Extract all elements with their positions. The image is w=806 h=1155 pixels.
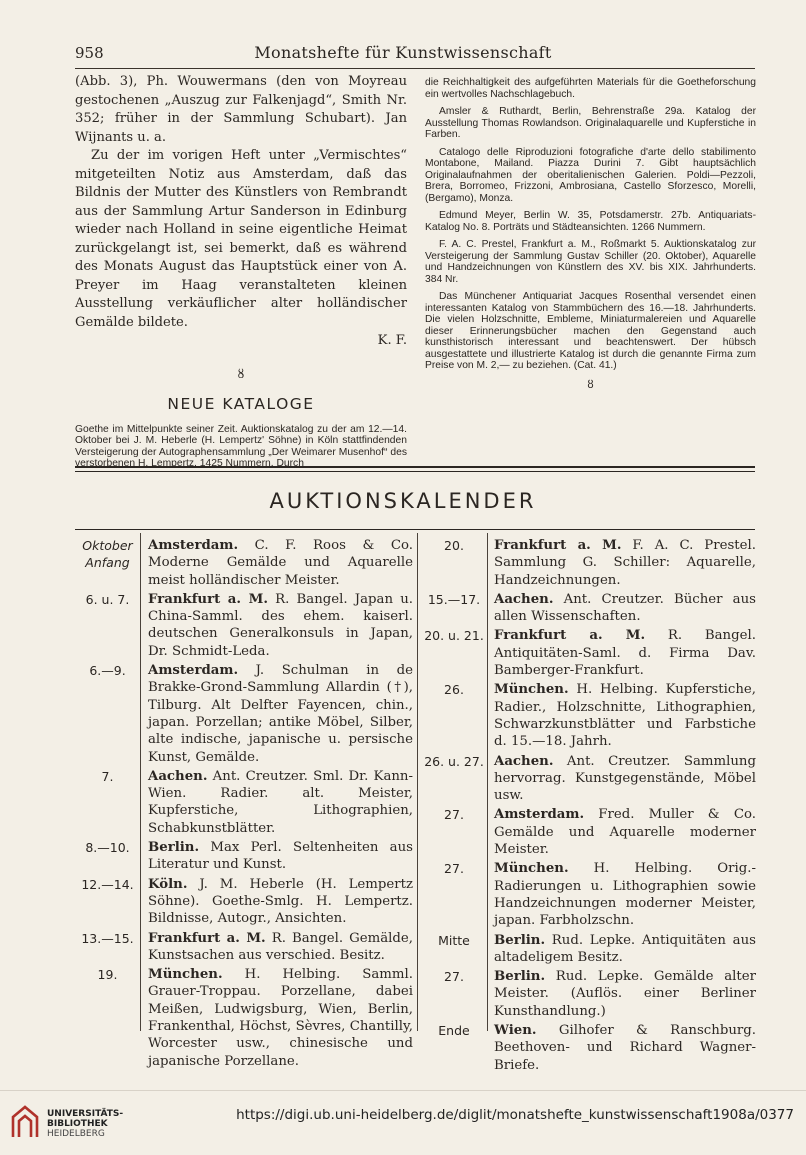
calendar-entry-date: 13.—15.: [81, 930, 134, 946]
calendar-entry-city: München.: [494, 861, 569, 877]
calendar-entry-date: Oktober Anfang: [82, 538, 133, 571]
calendar-entry: [422, 753, 756, 805]
header-rule: [75, 68, 755, 69]
calendar-entry-city: Berlin.: [494, 932, 546, 948]
running-title: Monatshefte für Kunstwissenschaft: [254, 43, 552, 62]
calendar-entry: [75, 966, 413, 1070]
calendar-entry-date: Ende: [438, 1023, 470, 1039]
calendar-entry: [422, 627, 756, 679]
calendar-entry-description: Ant. Creutzer. Bücher aus allen Wissenschaften.: [494, 591, 756, 625]
section-divider-thin: [75, 471, 755, 472]
calendar-entry-city: Frankfurt a. M.: [148, 591, 268, 607]
calendar-entry-city: Aachen.: [494, 753, 554, 769]
calendar-entry-description: H. Helbing. Samml. Grauer-Troppau. Porzellane, dabei Meißen, Ludwigsburg, Wien, Berlin, Frankenthal, Höchst, Sèvres, Chantilly, Worcester usw., chinesische und japanische Porzellane.: [148, 967, 413, 1069]
calendar-entry-date: 26.: [444, 682, 464, 698]
calendar-entry: [422, 968, 756, 1020]
catalog-entry-prestel: F. A. C. Prestel, Frankfurt a. M., Roßmarkt 5. Auktionskatalog zur Versteigerung der Sammlung Gustav Schiller (20. Oktober), Aquarelle und Handzeichnungen von Künstlern des XV. bis XIX. Jahrhunderts. 384 Nr.: [425, 239, 756, 285]
calendar-title: AUKTIONSKALENDER: [269, 489, 537, 513]
calendar-entry-date: 20. u. 21.: [424, 628, 484, 644]
center-column-rule: [417, 533, 418, 1031]
note-author: K. F.: [377, 333, 407, 348]
calendar-entry-city: Berlin.: [148, 840, 200, 856]
calendar-entry-description: Ant. Creutzer. Sammlung hervorrag. Kunstgegenstände, Möbel usw.: [494, 753, 756, 804]
calendar-entry-description: F. A. C. Prestel. Sammlung G. Schiller: Aquarelle, Handzeichnungen.: [494, 538, 756, 588]
catalog-entry-rosenthal: Das Münchener Antiquariat Jacques Rosenthal versendet einen interessanten Katalog von Stammbüchern des 16.—18. Jahrhunderts. Die vielen Holzschnitte, Embleme, Miniaturmalereien und Aquarelle dieser Erinnerungsbücher machen den Gegenstand auch kunsthistorisch interessant und beachtenswert. Der hübsch ausgestattete und illustrierte Katalog ist durch die genannte Firma zum Preise von M. 2,— zu beziehen. (Cat. 41.): [425, 291, 756, 371]
logo-line: BIBLIOTHEK: [47, 1119, 108, 1129]
calendar-entry-text: [140, 768, 413, 837]
calendar-entry-city: Aachen.: [148, 768, 208, 784]
calendar-entry-description: Rud. Lepke. Antiquitäten aus altadeligem Besitz.: [494, 932, 756, 965]
calendar-entry-city: Wien.: [494, 1023, 537, 1039]
calendar-entry: [75, 662, 413, 766]
calendar-entry-text: [486, 627, 756, 679]
calendar-entry-text: [486, 1022, 756, 1074]
calendar-entry-city: Köln.: [148, 876, 188, 892]
calendar-entry-description: H. Helbing. Orig.-Radierungen u. Lithographien sowie Handzeichnungen moderner Meister, japan. Farbholzschn.: [494, 861, 756, 929]
calendar-entry-text: [486, 968, 756, 1020]
calendar-entry-city: Frankfurt a. M.: [494, 628, 646, 644]
note-signature-row: [75, 332, 407, 351]
calendar-entry-description: R. Bangel. Antiquitäten-Saml. d. Firma Dav. Bamberger-Frankfurt.: [494, 628, 756, 679]
calendar-entry-date: 6. u. 7.: [85, 591, 130, 607]
calendar-entry-text: [486, 806, 756, 858]
calendar-entry: [75, 537, 413, 589]
viewer-footer: [0, 1090, 806, 1155]
calendar-entry-date: 19.: [97, 967, 118, 983]
calendar-entry-text: [140, 537, 413, 589]
logo-line: UNIVERSITÄTS-: [47, 1109, 124, 1119]
calendar-entry-text: [140, 591, 413, 660]
calendar-rule: [75, 529, 755, 530]
rembrandt-note-text: Zu der im vorigen Heft unter „Vermischtes“ mitgeteilten Notiz aus Amsterdam, daß das Bildnis der Mutter des Künstlers von Rembrandt aus der Sammlung Artur Sanderson in Edinburg wieder nach Holland in seine eigentliche Heimat zurückgelangt ist, sei bemerkt, daß es während des Monats August das Hauptstück einer von A. Preyer im Haag veranstalteten kleinen Ausstellung verkäuflicher alter holländischer Gemälde bildete.: [75, 148, 407, 330]
calendar-right-list: [422, 537, 756, 1076]
calendar-entry-text: [486, 681, 756, 750]
calendar-entry-description: C. F. Roos & Co. Moderne Gemälde und Aquarelle meist holländischer Meister.: [148, 538, 413, 588]
calendar-entry-date: 6.—9.: [89, 663, 126, 679]
calendar-entry-date: 26. u. 27.: [424, 753, 484, 769]
calendar-entry-text: [486, 932, 756, 967]
calendar-entry-description: Rud. Lepke. Gemälde alter Meister. (Auflös. einer Berliner Kunsthandlung.): [494, 969, 756, 1019]
calendar-entry: [422, 591, 756, 626]
calendar-entry-city: Amsterdam.: [148, 538, 239, 553]
calendar-entry: [422, 681, 756, 750]
calendar-entry-date: 20.: [444, 538, 464, 553]
calendar-entry-date: 27.: [444, 807, 464, 823]
calendar-entry-date: 15.—17.: [427, 591, 481, 607]
paragraph-wouwermans: (Abb. 3), Ph. Wouwermans (den von Moyreau gestochenen „Auszug zur Falkenjagd“, Smith Nr. 352; früher in der Sammlung Schubart). Jan Wijnants u. a.: [75, 74, 407, 145]
calendar-left-list: [75, 537, 413, 1072]
catalog-entry-meyer: Edmund Meyer, Berlin W. 35, Potsdamerstr. 27b. Antiquariats-Katalog No. 8. Porträts und Städteansichten. 1266 Nummern.: [425, 210, 756, 233]
catalog-entry-intro: die Reichhaltigkeit des aufgeführten Materials für die Goetheforschung ein wertvolles Nachschlagebuch.: [425, 77, 756, 100]
section-divider: [75, 466, 755, 468]
calendar-entry-date: 8.—10.: [85, 840, 130, 856]
permalink-url[interactable]: https://digi.ub.uni-heidelberg.de/diglit/monatshefte_kunstwissenschaft1908a/0377: [236, 1107, 794, 1123]
calendar-entry-city: Amsterdam.: [494, 807, 585, 823]
calendar-entry-city: Amsterdam.: [148, 663, 239, 679]
calendar-entry-text: [140, 662, 413, 766]
calendar-entry-date: 27.: [444, 969, 464, 985]
calendar-entry-city: Berlin.: [494, 969, 546, 985]
calendar-entry-city: Aachen.: [494, 591, 554, 607]
calendar-entry-description: J. M. Heberle (H. Lempertz Söhne). Goethe-Smlg. H. Lempertz. Bildnisse, Autogr., Ansichten.: [148, 876, 413, 927]
calendar-entry-city: München.: [148, 967, 223, 983]
calendar-entry: [422, 860, 756, 929]
calendar-entry-description: Ant. Creutzer. Sml. Dr. Kann-Wien. Radier. alt. Meister, Kupferstiche, Lithographien, Schabkunstblätter.: [148, 768, 413, 836]
page-number: 958: [75, 44, 104, 62]
calendar-entry: [75, 591, 413, 660]
calendar-entry-text: [486, 860, 756, 929]
calendar-entry: [422, 932, 756, 967]
section-title-neue-kataloge: NEUE KATALOGE: [167, 395, 315, 413]
catalog-entry-goethe: Goethe im Mittelpunkte seiner Zeit. Auktionskatalog zu der am 12.—14. Oktober bei J. M. Heberle (H. Lempertz' Söhne) in Köln stattfindenden Versteigerung der Autographensammlung „Der Weimarer Musenhof“ des verstorbenen H. Lempertz. 1425 Nummern. Durch: [75, 423, 407, 469]
calendar-entry: [422, 806, 756, 858]
calendar-entry: [75, 930, 413, 965]
calendar-entry-date: 12.—14.: [81, 876, 134, 892]
calendar-entry: [422, 537, 756, 589]
right-column: [425, 77, 756, 391]
calendar-entry-city: Frankfurt a. M.: [148, 930, 266, 946]
calendar-entry-description: Fred. Muller & Co. Gemälde und Aquarelle moderner Meister.: [494, 807, 756, 858]
calendar-entry-text: [486, 753, 756, 805]
calendar-entry-description: J. Schulman in de Brakke-Grond-Sammlung Allardin (†), Tilburg. Alt Delfter Fayencen, chin., japan. Porzellan; antike Möbel, Silber, alte indische, japanische u. persische Kunst, Gemälde.: [148, 663, 413, 765]
calendar-entry-text: [140, 930, 413, 965]
left-column: [75, 73, 407, 470]
library-logo-text: [47, 1109, 123, 1139]
calendar-entry-date: 7.: [101, 768, 114, 784]
calendar-entry-text: [140, 839, 413, 874]
calendar-entry-text: [140, 876, 413, 928]
calendar-entry-city: München.: [494, 682, 569, 698]
catalog-entry-montabone: Catalogo delle Riproduzioni fotografiche d'arte dello stabilimento Montabone, Mailand. Piazza Durini 7. Gibt hauptsächlich Originalaufnahmen der oberitalienischen Galerien. Poldi—Pezzoli, Brera, Borromeo, Frizzoni, Ambrosiana, Castello Sforzesco, Morelli, (Bergamo), Monza.: [425, 146, 756, 204]
calendar-entry-date: Mitte: [438, 932, 470, 948]
calendar-entry: [75, 876, 413, 928]
calendar-entry-city: Frankfurt a. M.: [494, 538, 622, 553]
ornament-glyph: ȣ: [587, 378, 594, 391]
calendar-entry-text: [140, 966, 413, 1070]
calendar-entry-description: Gilhofer & Ranschburg. Beethoven- und Richard Wagner-Briefe.: [494, 1023, 756, 1073]
paragraph-rembrandt-note: [75, 147, 407, 332]
calendar-entry-text: [486, 591, 756, 626]
calendar-entry-date: 27.: [444, 861, 464, 877]
library-logo-icon: [10, 1105, 40, 1139]
catalog-entry-amsler: Amsler & Ruthardt, Berlin, Behrenstraße 29a. Katalog der Ausstellung Thomas Rowlandson. Originalaquarelle und Kupferstiche in Farben.: [425, 106, 756, 140]
calendar-entry: [75, 839, 413, 874]
calendar-entry: [422, 1022, 756, 1074]
calendar-entry: [75, 768, 413, 837]
calendar-entry-text: [486, 537, 756, 589]
ornament-glyph: ȣ: [237, 366, 245, 381]
calendar-entry-description: R. Bangel. Gemälde, Kunstsachen aus verschied. Besitz.: [148, 930, 413, 963]
logo-line: HEIDELBERG: [47, 1129, 105, 1139]
calendar-entry-description: Max Perl. Seltenheiten aus Literatur und Kunst.: [148, 840, 413, 873]
calendar-entry-description: H. Helbing. Kupferstiche, Radier., Holzschnitte, Lithographien, Schwarzkunstblätter und Farbstiche d. 15.—18. Jahrh.: [494, 682, 756, 750]
calendar-entry-description: R. Bangel. Japan u. China-Samml. des ehem. kaiserl. deutschen Generalkonsuls in Japan, Dr. Schmidt-Leda.: [148, 591, 413, 659]
